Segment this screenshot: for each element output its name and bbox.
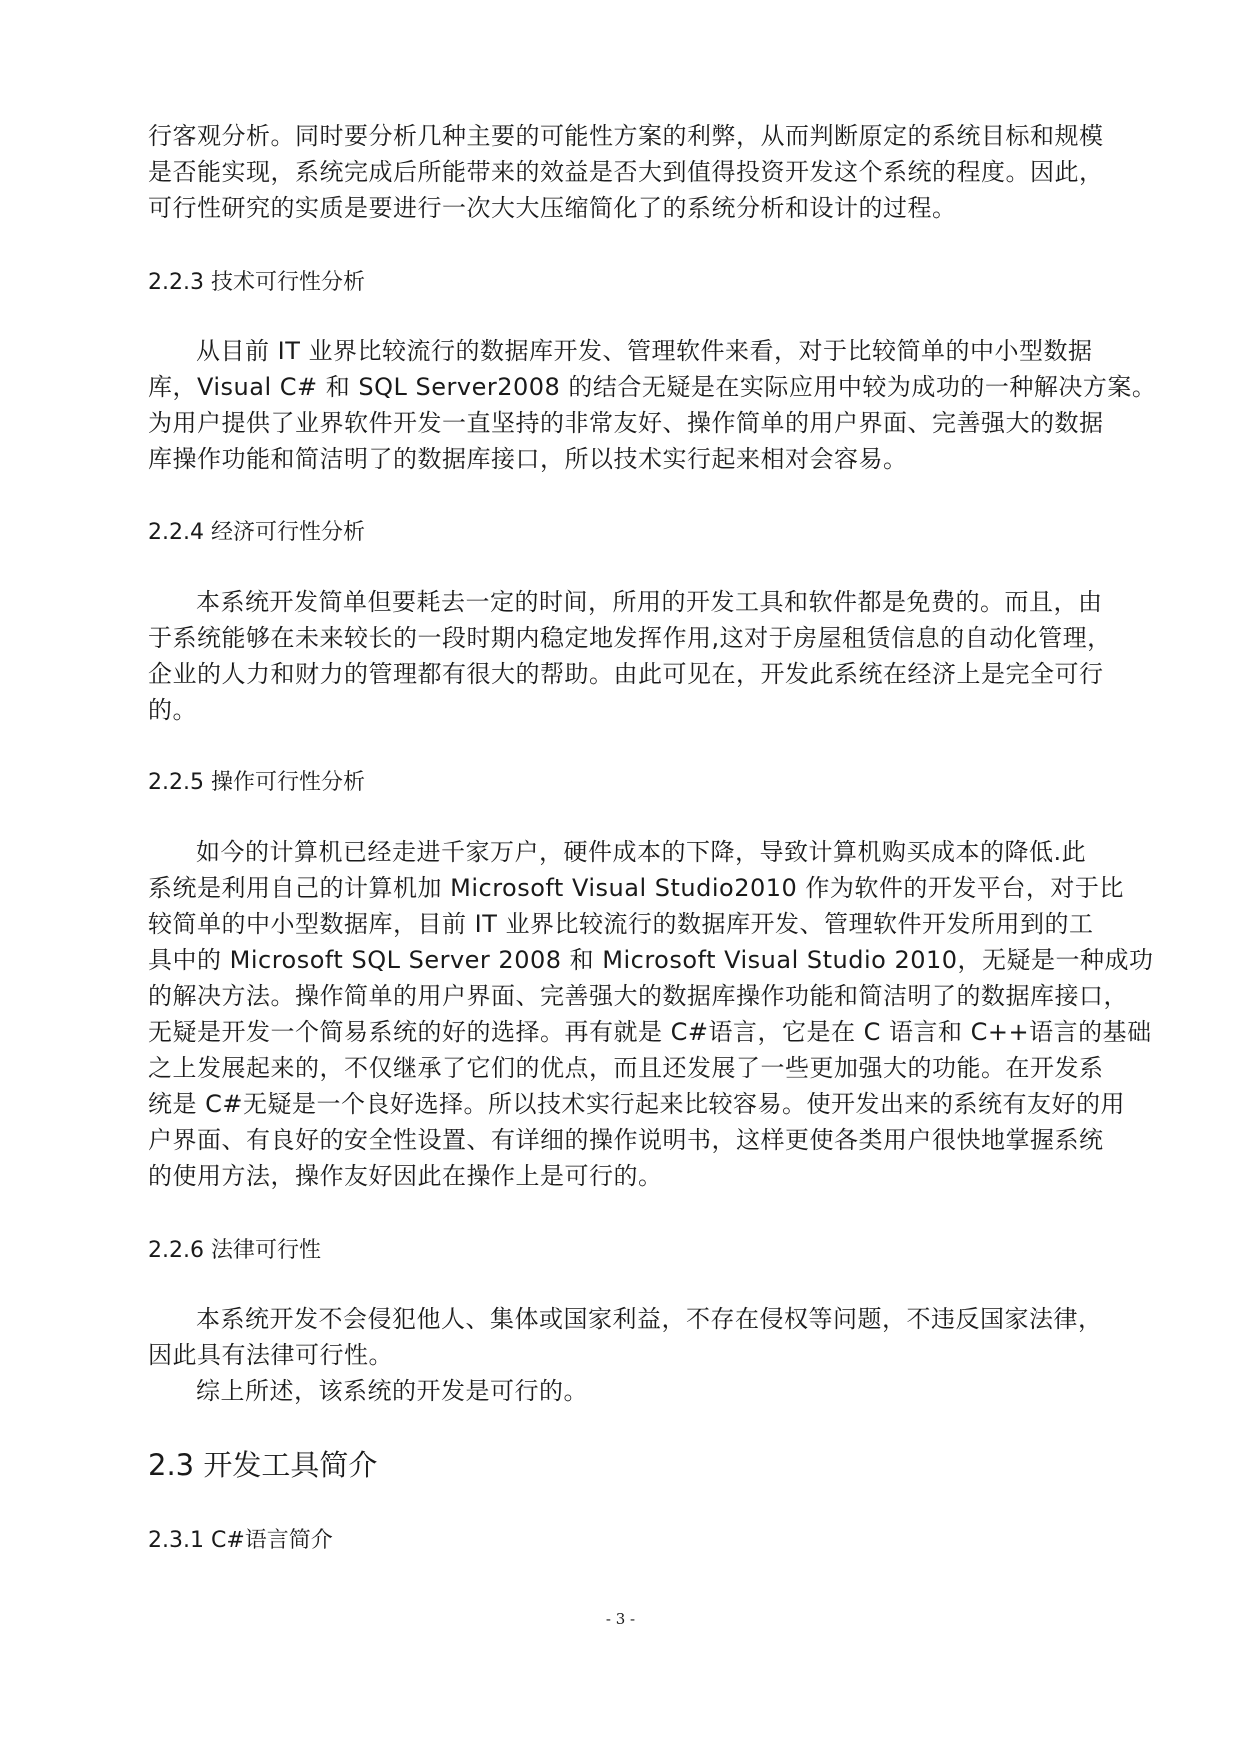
heading-2-2-6: 2.2.6 法律可行性 xyxy=(148,1238,321,1263)
intro-line-3: 可行性研究的实质是要进行一次大大压缩简化了的系统分析和设计的过程。 xyxy=(148,194,957,222)
econ-line-3: 企业的人力和财力的管理都有很大的帮助。由此可见在，开发此系统在经济上是完全可行 xyxy=(148,660,1104,688)
intro-line-2: 是否能实现，系统完成后所能带来的效益是否大到值得投资开发这个系统的程度。因此， xyxy=(148,158,1104,186)
tech-line-4: 库操作功能和简洁明了的数据库接口，所以技术实行起来相对会容易。 xyxy=(148,445,908,473)
heading-2-2-5: 2.2.5 操作可行性分析 xyxy=(148,770,365,795)
oper-line-3: 较简单的中小型数据库，目前 IT 业界比较流行的数据库开发、管理软件开发所用到的工 xyxy=(148,910,1094,938)
legal-line-3: 综上所述，该系统的开发是可行的。 xyxy=(196,1377,588,1405)
oper-line-7: 之上发展起来的，不仅继承了它们的优点，而且还发展了一些更加强大的功能。在开发系 xyxy=(148,1054,1104,1082)
page-number: - 3 - xyxy=(605,1610,636,1628)
oper-line-6: 无疑是开发一个简易系统的好的选择。再有就是 C#语言，它是在 C 语言和 C++语言的基础 xyxy=(148,1018,1152,1046)
oper-line-2: 系统是利用自己的计算机加 Microsoft Visual Studio2010 作为软件的开发平台，对于比 xyxy=(148,874,1124,902)
oper-line-5: 的解决方法。操作简单的用户界面、完善强大的数据库操作功能和简洁明了的数据库接口， xyxy=(148,982,1128,1010)
oper-line-4: 具中的 Microsoft SQL Server 2008 和 Microsoft Visual Studio 2010，无疑是一种成功 xyxy=(148,946,1154,974)
econ-line-1: 本系统开发简单但要耗去一定的时间，所用的开发工具和软件都是免费的。而且，由 xyxy=(196,588,1103,616)
oper-line-10: 的使用方法，操作友好因此在操作上是可行的。 xyxy=(148,1162,663,1190)
heading-2-3-1: 2.3.1 C#语言简介 xyxy=(148,1528,333,1553)
legal-line-2: 因此具有法律可行性。 xyxy=(148,1341,393,1369)
heading-2-2-3: 2.2.3 技术可行性分析 xyxy=(148,270,365,295)
econ-line-4: 的。 xyxy=(148,696,197,724)
econ-line-2: 于系统能够在未来较长的一段时期内稳定地发挥作用,这对于房屋租赁信息的自动化管理， xyxy=(148,624,1112,652)
intro-line-1: 行客观分析。同时要分析几种主要的可能性方案的利弊，从而判断原定的系统目标和规模 xyxy=(148,122,1104,150)
oper-line-1: 如今的计算机已经走进千家万户，硬件成本的下降，导致计算机购买成本的降低.此 xyxy=(196,838,1087,866)
tech-line-1: 从目前 IT 业界比较流行的数据库开发、管理软件来看，对于比较简单的中小型数据 xyxy=(196,337,1093,365)
oper-line-9: 户界面、有良好的安全性设置、有详细的操作说明书，这样更使各类用户很快地掌握系统 xyxy=(148,1126,1104,1154)
legal-line-1: 本系统开发不会侵犯他人、集体或国家利益，不存在侵权等问题，不违反国家法律， xyxy=(196,1305,1103,1333)
tech-line-3: 为用户提供了业界软件开发一直坚持的非常友好、操作简单的用户界面、完善强大的数据 xyxy=(148,409,1104,437)
heading-2-2-4: 2.2.4 经济可行性分析 xyxy=(148,520,365,545)
oper-line-8: 统是 C#无疑是一个良好选择。所以技术实行起来比较容易。使开发出来的系统有友好的用 xyxy=(148,1090,1125,1118)
tech-line-2: 库，Visual C# 和 SQL Server2008 的结合无疑是在实际应用中较为成功的一种解决方案。 xyxy=(148,373,1157,401)
heading-2-3: 2.3 开发工具简介 xyxy=(148,1448,378,1482)
